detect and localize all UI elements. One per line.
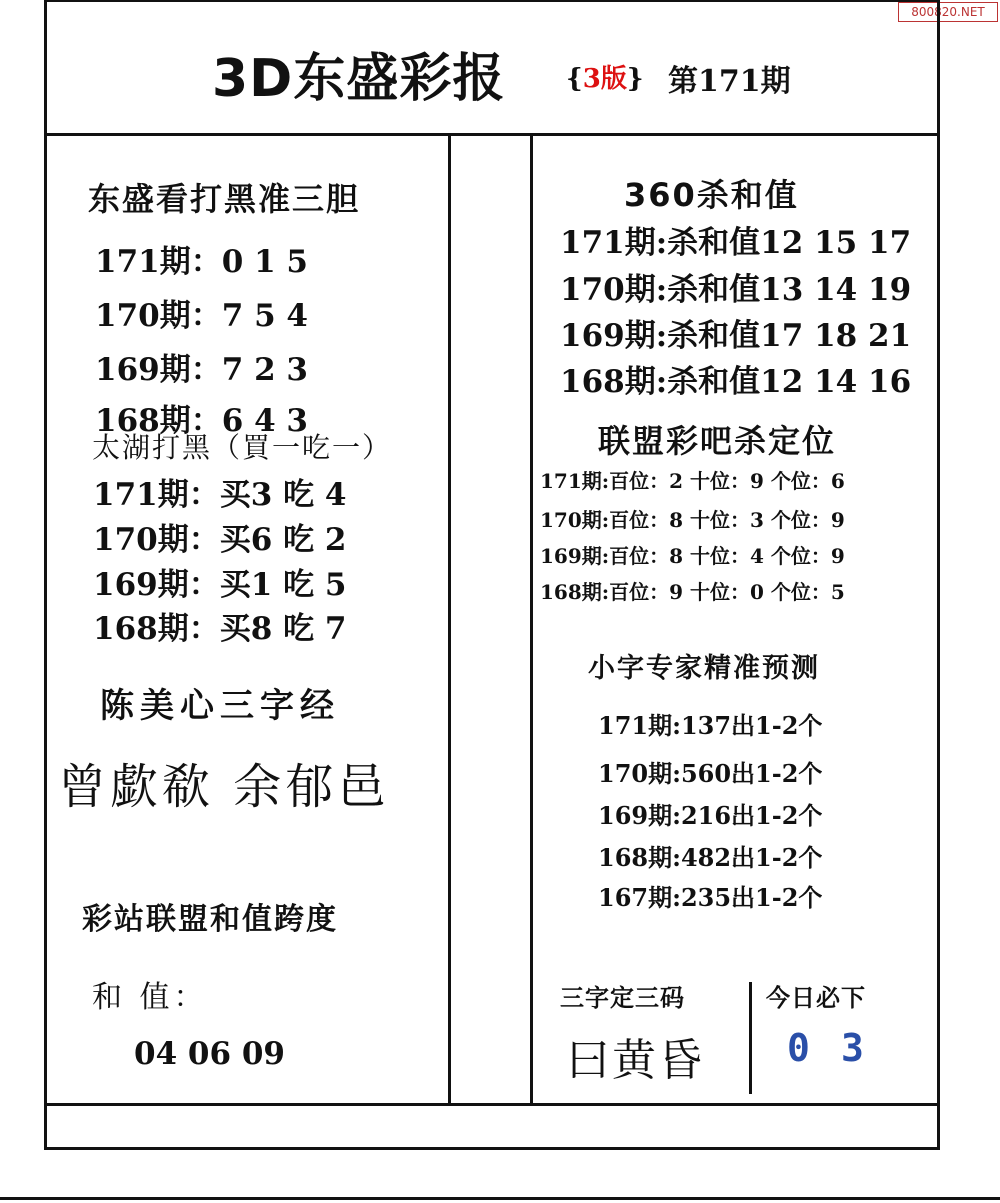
lianmeng-row: 171期:百位：2 十位：9 个位：6 xyxy=(540,469,845,493)
kill360-row: 169期:杀和值17 18 21 xyxy=(560,318,912,354)
edition-label: 3版 xyxy=(582,64,627,94)
sanzi-text: 曰黄昏 xyxy=(566,1035,704,1086)
taihu-row: 171期：买3 吃 4 xyxy=(93,477,347,513)
today-divider xyxy=(749,982,752,1094)
watermark: 800820.NET xyxy=(898,2,998,22)
edition-badge: {3版} xyxy=(566,64,644,94)
issue-number: 第171期 xyxy=(668,64,791,99)
kill360-title: 360杀和值 xyxy=(624,176,799,214)
today-digit: 0 xyxy=(787,1026,810,1070)
caizhan-value: 04 06 09 xyxy=(134,1036,286,1072)
xiaozi-row: 169期:216出1-2个 xyxy=(598,801,823,830)
caizhan-title: 彩站联盟和值跨度 xyxy=(82,902,338,937)
taihu-row: 170期：买6 吃 2 xyxy=(93,522,347,558)
kill360-row: 171期:杀和值12 15 17 xyxy=(560,225,912,261)
lianmeng-row: 170期:百位：8 十位：3 个位：9 xyxy=(540,508,845,532)
footer-divider xyxy=(44,1103,940,1106)
dongsheng-row: 169期：7 2 3 xyxy=(95,352,309,388)
xiaozi-row: 171期:137出1-2个 xyxy=(598,711,823,740)
header-divider xyxy=(44,133,940,136)
kill360-row: 168期:杀和值12 14 16 xyxy=(560,364,912,400)
chen-text: 曾歔欷 余郁邑 xyxy=(58,759,390,815)
column-divider-left xyxy=(448,136,451,1104)
caizhan-label: 和 值： xyxy=(92,980,208,1015)
xiaozi-row: 170期:560出1-2个 xyxy=(598,759,823,788)
dongsheng-row: 171期：0 1 5 xyxy=(95,244,309,280)
lianmeng-title: 联盟彩吧杀定位 xyxy=(598,422,837,460)
dongsheng-row: 168期：6 4 3 xyxy=(95,403,309,439)
xiaozi-row: 167期:235出1-2个 xyxy=(598,883,823,912)
taihu-row: 169期：买1 吃 5 xyxy=(93,567,347,603)
lianmeng-row: 168期:百位：9 十位：0 个位：5 xyxy=(540,580,845,604)
bottom-rule xyxy=(0,1197,1000,1200)
lianmeng-row: 169期:百位：8 十位：4 个位：9 xyxy=(540,544,845,568)
xiaozi-title: 小字专家精准预测 xyxy=(588,653,820,684)
kill360-row: 170期:杀和值13 14 19 xyxy=(560,272,912,308)
chen-title: 陈美心三字经 xyxy=(100,686,340,726)
sanzi-title: 三字定三码 xyxy=(560,984,685,1012)
xiaozi-row: 168期:482出1-2个 xyxy=(598,843,823,872)
dongsheng-row: 170期：7 5 4 xyxy=(95,298,309,334)
taihu-row: 168期：买8 吃 7 xyxy=(93,611,347,647)
dongsheng-title: 东盛看打黑准三胆 xyxy=(88,180,361,218)
today-digit: 3 xyxy=(841,1026,864,1070)
page-title: 3D东盛彩报 xyxy=(212,49,506,109)
today-title: 今日必下 xyxy=(766,984,866,1012)
taihu-title: 太湖打黑（買一吃一） xyxy=(92,431,393,464)
column-divider-right xyxy=(530,136,533,1104)
